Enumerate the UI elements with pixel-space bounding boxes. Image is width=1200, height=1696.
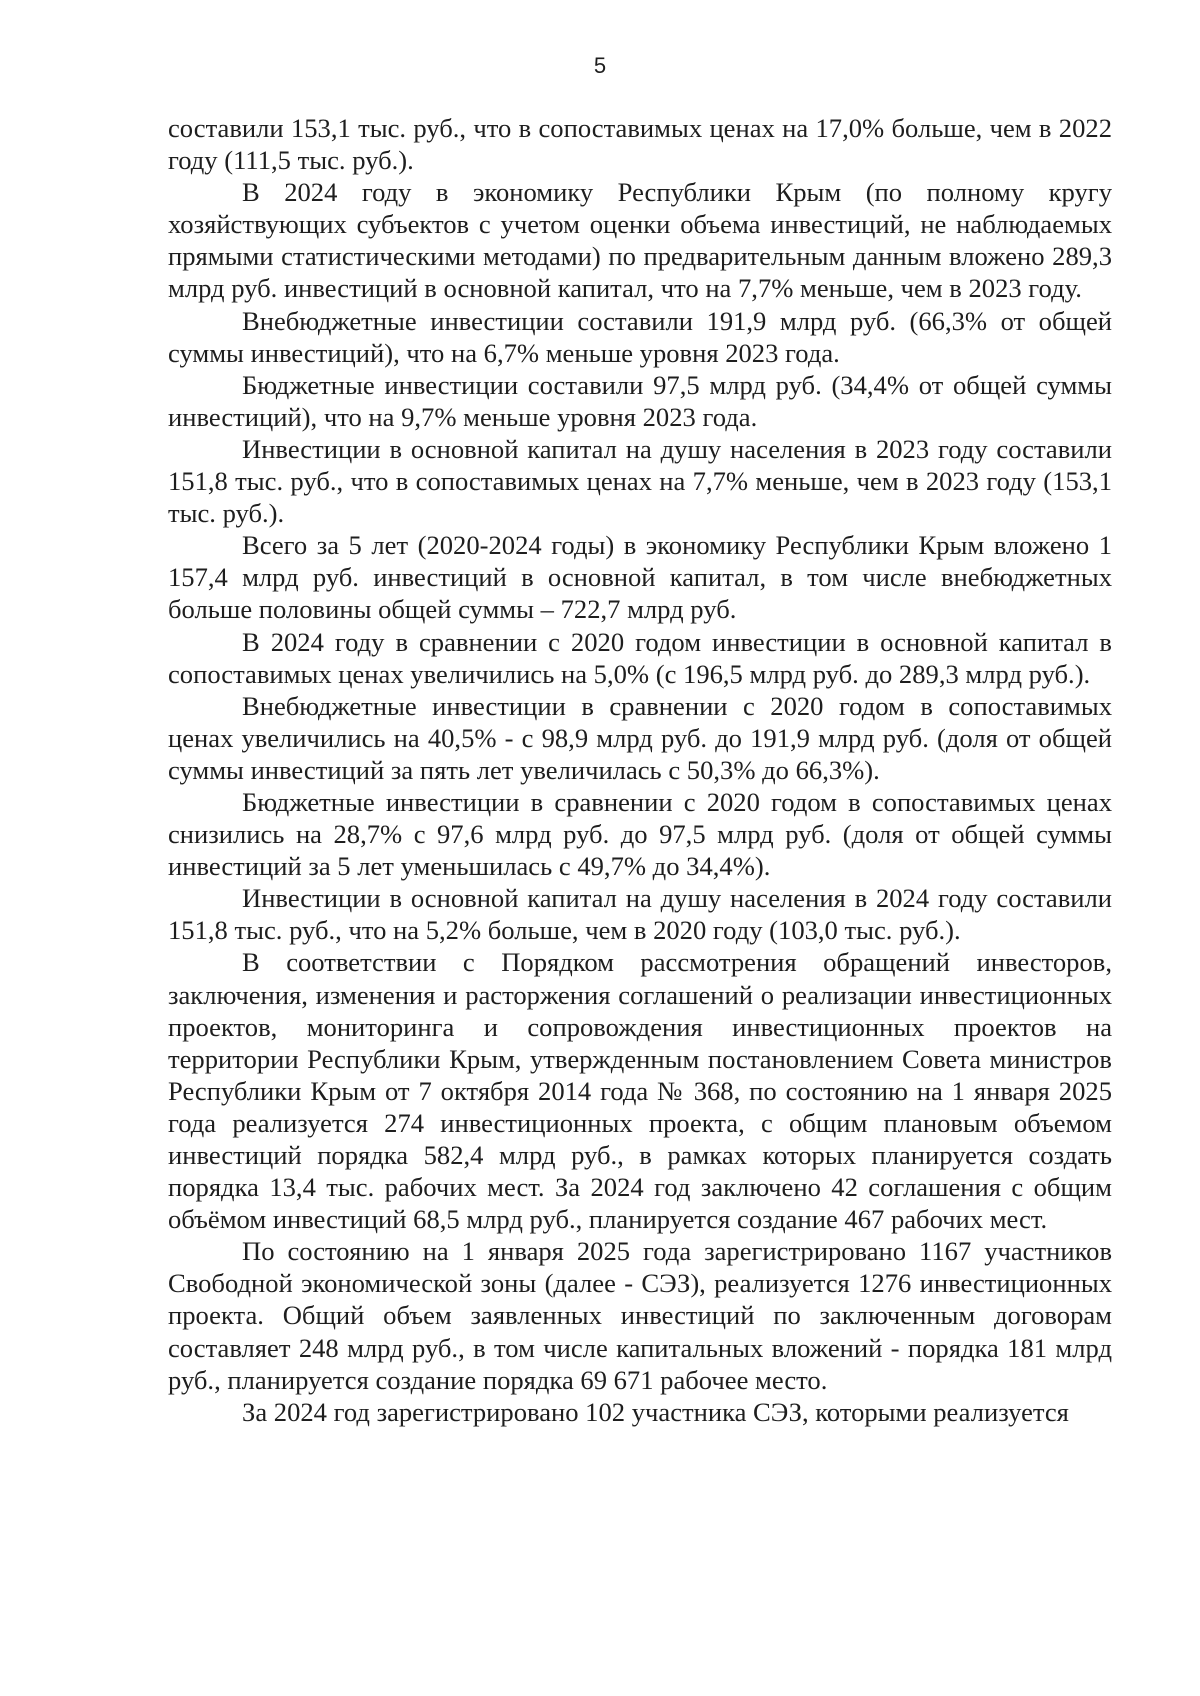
- paragraph-investment-procedure: В соответствии с Порядком рассмотрения обращений инвесторов, заключения, изменения и расторжения соглашений о реализации инвестиционных проектов, мониторинга и сопровождения инвестиционных проектов на территории Республики Крым, утвержденным постановлением Совета министров Республики Крым от 7 октября 2014 года № 368, по состоянию на 1 января 2025 года реализуется 274 инвестиционных проекта, с общим плановым объемом инвестиций порядка 582,4 млрд руб., в рамках которых планируется создать порядка 13,4 тыс. рабочих мест. За 2024 год заключено 42 соглашения с общим объёмом инвестиций 68,5 млрд руб., планируется создание 467 рабочих мест.: [168, 947, 1112, 1235]
- paragraph-free-economic-zone: По состоянию на 1 января 2025 года зарегистрировано 1167 участников Свободной экономической зоны (далее - СЭЗ), реализуется 1276 инвестиционных проекта. Общий объем заявленных инвестиций по заключенным договорам составляет 248 млрд руб., в том числе капитальных вложений - порядка 181 млрд руб., планируется создание порядка 69 671 рабочее место.: [168, 1236, 1112, 1395]
- paragraph-comparison-2020: В 2024 году в сравнении с 2020 годом инвестиции в основной капитал в сопоставимых ценах увеличились на 5,0% (с 196,5 млрд руб. до 289,3 млрд руб.).: [168, 626, 1112, 689]
- paragraph-budget-comparison: Бюджетные инвестиции в сравнении с 2020 годом в сопоставимых ценах снизились на 28,7% с 97,6 млрд руб. до 97,5 млрд руб. (доля от общей суммы инвестиций за 5 лет уменьшилась с 49,7% до 34,4%).: [168, 786, 1112, 882]
- paragraph-fez-2024: За 2024 год зарегистрировано 102 участника СЭЗ, которыми реализуется: [242, 1396, 1069, 1427]
- paragraph-per-capita-2023: Инвестиции в основной капитал на душу населения в 2023 году составили 151,8 тыс. руб., что в сопоставимых ценах на 7,7% меньше, чем в 2023 году (153,1 тыс. руб.).: [168, 433, 1112, 529]
- paragraph-extrabudgetary-comparison: Внебюджетные инвестиции в сравнении с 2020 годом в сопоставимых ценах увеличились на 40,5% - с 98,9 млрд руб. до 191,9 млрд руб. (доля от общей суммы инвестиций за пять лет увеличилась с 50,3% до 66,3%).: [168, 690, 1112, 785]
- page-number: 5: [593, 53, 607, 78]
- paragraph-five-year-total: Всего за 5 лет (2020-2024 годы) в экономику Республики Крым вложено 1 157,4 млрд руб. инвестиций в основной капитал, в том числе внебюджетных больше половины общей суммы – 722,7 млрд руб.: [168, 530, 1112, 625]
- document-body: [168, 112, 1112, 1428]
- paragraph-investments-2024: В 2024 году в экономику Республики Крым (по полному кругу хозяйствующих субъектов с учетом оценки объема инвестиций, не наблюдаемых прямыми статистическими методами) по предварительным данным вложено 289,3 млрд руб. инвестиций в основной капитал, что на 7,7% меньше, чем в 2023 году.: [168, 177, 1112, 304]
- paragraph-extrabudgetary-investments: Внебюджетные инвестиции составили 191,9 млрд руб. (66,3% от общей суммы инвестиций), что на 6,7% меньше уровня 2023 года.: [168, 305, 1112, 368]
- paragraph-budget-investments: Бюджетные инвестиции составили 97,5 млрд руб. (34,4% от общей суммы инвестиций), что на 9,7% меньше уровня 2023 года.: [168, 369, 1112, 432]
- paragraph-per-capita-2024: Инвестиции в основной капитал на душу населения в 2024 году составили 151,8 тыс. руб., что на 5,2% больше, чем в 2020 году (103,0 тыс. руб.).: [168, 883, 1112, 946]
- paragraph-continuation: составили 153,1 тыс. руб., что в сопоставимых ценах на 17,0% больше, чем в 2022 году (111,5 тыс. руб.).: [168, 113, 1112, 176]
